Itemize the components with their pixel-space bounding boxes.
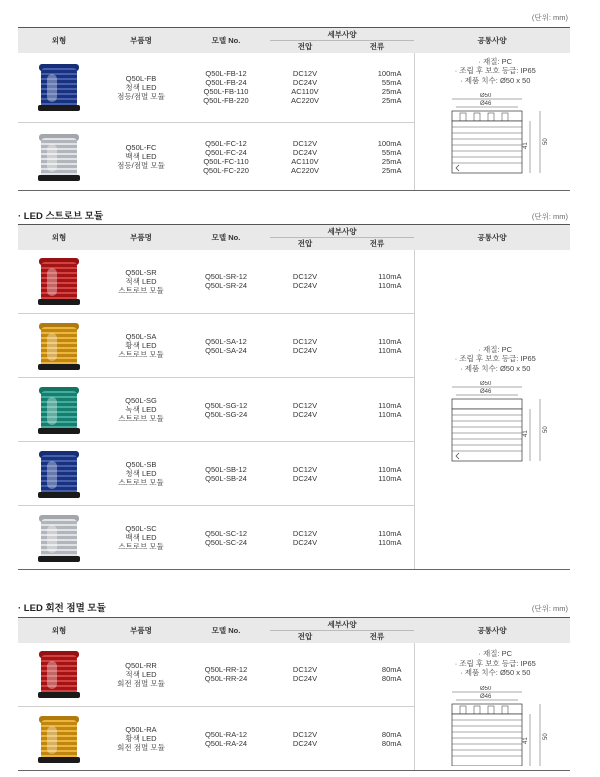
product-image	[18, 442, 100, 506]
table-row	[18, 250, 570, 314]
currents: 110mA 110mA	[340, 442, 414, 506]
dim-label-50: Ø50	[480, 93, 492, 99]
dim-label-50: Ø50	[480, 685, 492, 692]
voltages: DC12V DC24V AC110V AC220V	[270, 53, 340, 123]
dimension-drawing	[430, 93, 560, 188]
header-voltage: 전압	[270, 238, 340, 250]
currents: 100mA 55mA 25mA 25mA	[340, 53, 414, 123]
header-voltage: 전압	[270, 41, 340, 53]
model-numbers: Q50L-SG-12 Q50L-SG-24	[182, 378, 270, 442]
section-title-rotating: · LED 회전 점멸 모듈	[18, 603, 106, 614]
voltages: DC12V DC24V	[270, 643, 340, 707]
product-image	[18, 707, 100, 771]
currents: 80mA 80mA	[340, 707, 414, 771]
header-voltage: 전압	[270, 631, 340, 643]
header-common: 공통사양	[414, 618, 570, 643]
currents: 110mA 110mA	[340, 314, 414, 378]
spec-size: · 제품 치수: Ø50 x 50	[460, 363, 531, 373]
table-rotating-modules	[18, 617, 570, 771]
header-common: 공통사양	[414, 225, 570, 250]
product-image	[18, 53, 100, 123]
model-numbers: Q50L-SA-12 Q50L-SA-24	[182, 314, 270, 378]
header-common: 공통사양	[414, 28, 570, 53]
header-model: 모델 No.	[182, 618, 270, 643]
voltages: DC12V DC24V	[270, 442, 340, 506]
header-details: 세부사양	[270, 618, 414, 631]
product-image	[18, 506, 100, 570]
lamp-green-image	[37, 387, 81, 433]
model-numbers: Q50L-SC-12 Q50L-SC-24	[182, 506, 270, 570]
dim-label-46: Ø46	[480, 389, 492, 395]
voltages: DC12V DC24V	[270, 707, 340, 771]
product-image	[18, 378, 100, 442]
unit-label: (단위: mm)	[531, 212, 568, 221]
lamp-clear-image	[37, 134, 81, 180]
header-details: 세부사양	[270, 225, 414, 238]
model-numbers: Q50L-SB-12 Q50L-SB-24	[182, 442, 270, 506]
currents: 110mA 110mA	[340, 506, 414, 570]
product-image	[18, 250, 100, 314]
part-name: Q50L-SG 녹색 LED 스트로브 모듈	[100, 378, 182, 442]
dim-label-41: 41	[523, 142, 530, 149]
dim-label-46: Ø46	[480, 693, 492, 700]
part-name: Q50L-RA 황색 LED 회전 점멸 모듈	[100, 707, 182, 771]
spec-material: · 재질: PC	[478, 56, 513, 66]
header-appearance: 외형	[18, 28, 100, 53]
unit-label: (단위: mm)	[531, 13, 568, 22]
dim-label-50: Ø50	[480, 381, 492, 387]
lamp-red-image	[37, 258, 81, 304]
model-numbers: Q50L-FC-12 Q50L-FC-24 Q50L-FC-110 Q50L-FC-220	[182, 123, 270, 191]
header-part-name: 부품명	[100, 618, 182, 643]
table-strobe-modules	[18, 224, 570, 570]
model-numbers: Q50L-SR-12 Q50L-SR-24	[182, 250, 270, 314]
header-appearance: 외형	[18, 225, 100, 250]
voltages: DC12V DC24V AC110V AC220V	[270, 123, 340, 191]
lamp-red-image	[37, 651, 81, 697]
product-image	[18, 123, 100, 191]
currents: 110mA 110mA	[340, 378, 414, 442]
common-spec	[414, 643, 570, 771]
product-image	[18, 314, 100, 378]
table-row	[18, 53, 570, 123]
lamp-amber-image	[37, 716, 81, 762]
product-image	[18, 643, 100, 707]
voltages: DC12V DC24V	[270, 250, 340, 314]
header-model: 모델 No.	[182, 225, 270, 250]
header-appearance: 외형	[18, 618, 100, 643]
common-spec	[414, 250, 570, 570]
voltages: DC12V DC24V	[270, 506, 340, 570]
dim-label-41: 41	[523, 736, 530, 744]
header-part-name: 부품명	[100, 28, 182, 53]
spec-protection: · 조립 후 보호 등급: IP65	[454, 354, 536, 363]
part-name: Q50L-SA 황색 LED 스트로브 모듈	[100, 314, 182, 378]
dim-label-h50: 50	[543, 732, 550, 740]
header-part-name: 부품명	[100, 225, 182, 250]
model-numbers: Q50L-RR-12 Q50L-RR-24	[182, 643, 270, 707]
lamp-blue-image	[37, 64, 81, 110]
header-current: 전류	[340, 41, 414, 53]
model-numbers: Q50L-FB-12 Q50L-FB-24 Q50L-FB-110 Q50L-FB-220	[182, 53, 270, 123]
spec-material: · 재질: PC	[478, 649, 513, 658]
part-name: Q50L-FC 백색 LED 점등/점멸 모듈	[100, 123, 182, 191]
part-name: Q50L-SR 적색 LED 스트로브 모듈	[100, 250, 182, 314]
dim-label-46: Ø46	[480, 101, 492, 107]
header-current: 전류	[340, 238, 414, 250]
spec-protection: · 조립 후 보호 등급: IP65	[454, 658, 536, 668]
lamp-clear-image	[37, 515, 81, 561]
header-model: 모델 No.	[182, 28, 270, 53]
currents: 100mA 55mA 25mA 25mA	[340, 123, 414, 191]
part-name: Q50L-FB 청색 LED 점등/점멸 모듈	[100, 53, 182, 123]
dimension-drawing	[430, 686, 560, 766]
part-name: Q50L-RR 적색 LED 회전 점멸 모듈	[100, 643, 182, 707]
spec-protection: · 조립 후 보호 등급: IP65	[454, 66, 536, 75]
dimension-drawing	[430, 381, 560, 476]
dim-label-41: 41	[523, 430, 530, 437]
lamp-amber-image	[37, 323, 81, 369]
common-spec	[414, 53, 570, 191]
lamp-blue-image	[37, 451, 81, 497]
spec-size: · 제품 치수: Ø50 x 50	[460, 75, 531, 85]
dim-label-h50: 50	[543, 138, 550, 145]
voltages: DC12V DC24V	[270, 378, 340, 442]
part-name: Q50L-SB 청색 LED 스트로브 모듈	[100, 442, 182, 506]
currents: 110mA 110mA	[340, 250, 414, 314]
header-current: 전류	[340, 631, 414, 643]
spec-material: · 재질: PC	[478, 344, 513, 354]
table-row	[18, 643, 570, 707]
spec-size: · 제품 치수: Ø50 x 50	[460, 668, 531, 677]
part-name: Q50L-SC 백색 LED 스트로브 모듈	[100, 506, 182, 570]
table-flash-modules	[18, 27, 570, 191]
model-numbers: Q50L-RA-12 Q50L-RA-24	[182, 707, 270, 771]
section-title-strobe: · LED 스트로브 모듈	[18, 211, 104, 222]
dim-label-h50: 50	[543, 426, 550, 433]
header-details: 세부사양	[270, 28, 414, 41]
voltages: DC12V DC24V	[270, 314, 340, 378]
unit-label: (단위: mm)	[531, 604, 568, 613]
currents: 80mA 80mA	[340, 643, 414, 707]
